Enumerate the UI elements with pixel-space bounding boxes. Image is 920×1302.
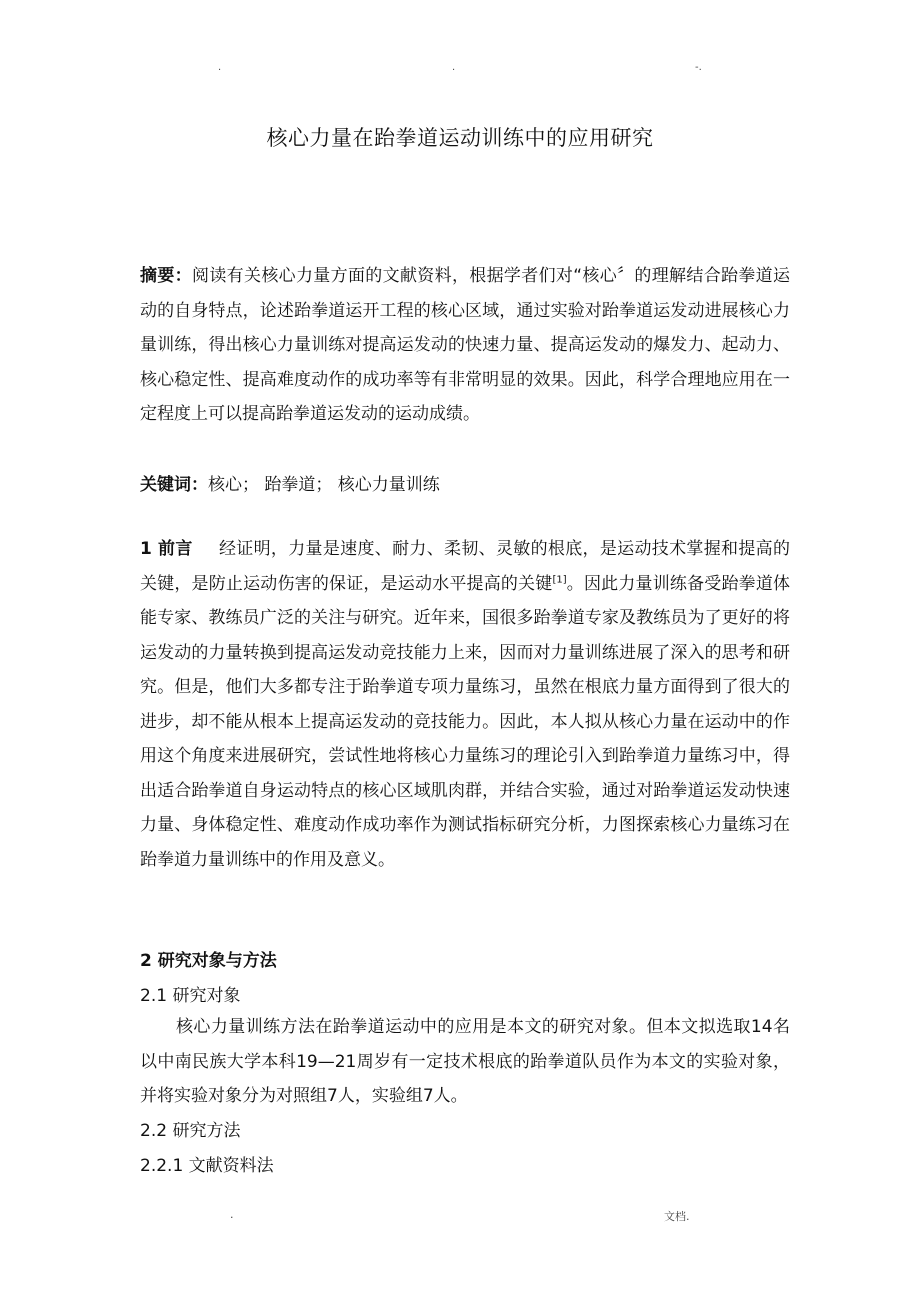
header-dot-middle: . <box>452 62 456 73</box>
intro-paragraph <box>140 532 790 877</box>
section2-2-heading: 2.2 研究方法 <box>140 1121 241 1141</box>
section2-heading: 2 研究对象与方法 <box>140 951 277 971</box>
keywords-line <box>140 470 440 495</box>
footer-text: 文档. <box>664 1210 690 1223</box>
intro-text-part1: 经证明，力量是速度、耐力、柔韧、灵敏的根底，是运动技术掌握和提高的关键，是防止运动伤害的保证，是运动水平提高的关键 <box>140 539 790 594</box>
footer-dot: . <box>230 1208 234 1221</box>
document-title: 核心力量在跆拳道运动训练中的应用研究 <box>266 126 654 150</box>
abstract-label: 摘要： <box>140 266 192 286</box>
section2-1-paragraph: 核心力量训练方法在跆拳道运动中的应用是本文的研究对象。但本文拟选取14名以中南民族大学本科19—21周岁有一定技术根底的跆拳道队员作为本文的实验对象，并将实验对象分为对照组7人，实验组7人。 <box>140 1017 790 1106</box>
header-dot-right: -. <box>695 62 702 73</box>
abstract-text: 阅读有关核心力量方面的文献资料，根据学者们对“核心〞的理解结合跆拳道运动的自身特点，论述跆拳道运开工程的核心区域，通过实验对跆拳道运发动进展核心力量训练，得出核心力量训练对提高运发动的快速力量、提高运发动的爆发力、起动力、核心稳定性、提高难度动作的成功率等有非常明显的效果。因此，科学合理地应用在一定程度上可以提高跆拳道运发动的运动成绩。 <box>140 266 791 424</box>
section2-1-heading: 2.1 研究对象 <box>140 986 241 1006</box>
citation-reference: [1] <box>552 573 567 585</box>
abstract-paragraph <box>140 259 790 432</box>
keywords-text: 核心； 跆拳道； 核心力量训练 <box>208 475 440 495</box>
section2-2-1-heading: 2.2.1 文献资料法 <box>140 1156 274 1176</box>
header-dot-left: . <box>218 62 222 73</box>
keywords-label: 关键词： <box>140 475 208 495</box>
intro-heading: 1 前言 <box>140 539 193 559</box>
intro-text-part2: 。因此力量训练备受跆拳道体能专家、教练员广泛的关注与研究。近年来，国很多跆拳道专家及教练员为了更好的将运发动的力量转换到提高运发动竞技能力上来，因而对力量训练进展了深入的思考和研究。但是，他们大多都专注于跆拳道专项力量练习，虽然在根底力量方面得到了很大的进步，却不能从根本上提高运发动的竞技能力。因此，本人拟从核心力量在运动中的作用这个角度来进展研究，尝试性地将核心力量练习的理论引入到跆拳道力量练习中，得出适合跆拳道自身运动特点的核心区域肌肉群，并结合实验，通过对跆拳道运发动快速力量、身体稳定性、难度动作成功率作为测试指标研究分析，力图探索核心力量练习在跆拳道力量训练中的作用及意义。 <box>140 573 791 870</box>
